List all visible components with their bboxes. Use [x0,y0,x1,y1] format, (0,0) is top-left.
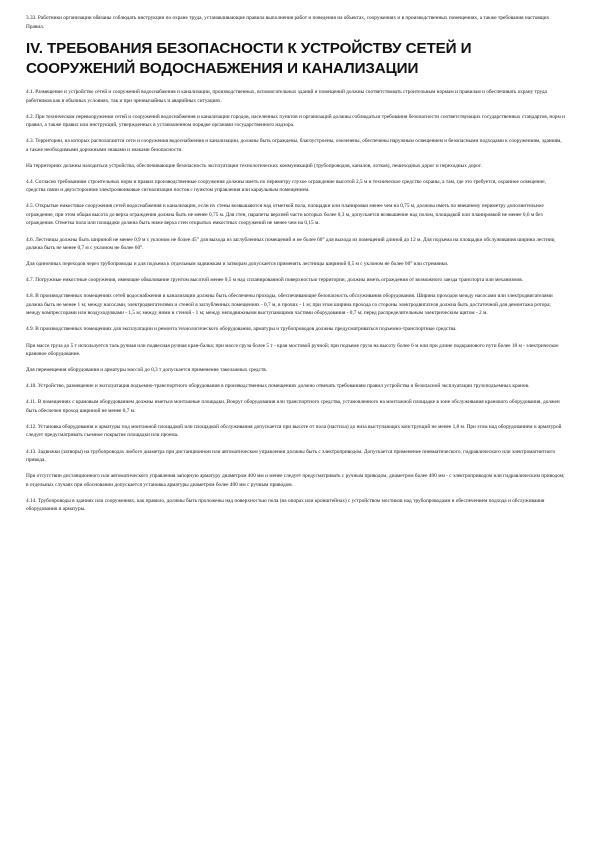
section-title: IV. ТРЕБОВАНИЯ БЕЗОПАСНОСТИ К УСТРОЙСТВУ СЕТЕЙ И СООРУЖЕНИЙ ВОДОСНАБЖЕНИЯ И КАНАЛИЗАЦИИ [26,40,472,77]
paragraph-4-3-cont: На территориях должны находиться устройства, обеспечивающие безопасность эксплуатации технологических коммуникаций (трубопроводов, каналов, лотков), пешеходных дорог и переходных дорог. [26,162,482,169]
paragraph-4-13-cont: При отсутствии дистанционного или автоматического управления запорную арматуру диаметром 400 мм и менее следует предусматривать с ручным приводом, диаметром более 400 мм - с электроприводом или гидравлическим приводом; в отдельных случаях при обосновании допускается установка арматуры диаметром более 400 мм с ручным приводом. [26,473,565,488]
paragraph-4-7: 4.7. Погружные емкостные сооружения, имеющие обвалование грунтом высотой менее 0,5 м над спланированной поверхностью территории, должны иметь ограждения от возможного заезда транспорта или механизмов. [26,277,524,284]
paragraph-4-9-cont: При массе груза до 5 т используется таль ручная или подвесная ручная кран-балка; при массе груза более 5 т - кран мостовой ручной; при подъеме груза на высоту более 6 м или при длине подкранового пути более 18 м - электрическое крановое оборудование. [26,342,559,358]
paragraph-4-6: 4.6. Лестницы должны быть шириной не менее 0,9 м с уклоном не более 45° для выхода из заглубленных помещений и не более 60° для выхода из помещений длиной до 12 м. Для подъема на площадки обслуживания ширина лестниц должна быть не менее 0,7 м с уклоном не более 60°. [26,236,555,252]
paragraph-4-13: 4.13. Задвижки (затворы) на трубопроводах любого диаметра при дистанционном или автоматическом управлении должны быть с электроприводом. Допускается применение пневматического, гидравлического или электромагнитного привода. [26,448,556,463]
paragraph-4-12: 4.12. Установка оборудования и арматуры под монтажной площадкой или площадкой обслуживания допускается при высоте от пола (настила) до низа выступающих конструкций не менее 1,8 м. При этом над оборудованием и арматурой следует предусматривать съемное покрытие площадки или проема. [26,423,562,439]
paragraph-4-3: 4.3. Территории, на которых располагаются сети и сооружения водоснабжения и канализации, должны быть ограждены, благоустроены, озеленены, обеспечены наружным освещением и безопасными подходами к сооружениям, зданиям, а также необходимыми дорожными знаками и знаками безопасности. [26,138,562,153]
paragraph-4-10: 4.10. Устройство, размещение и эксплуатация подъемно-транспортного оборудования в производственных помещениях должно отвечать требованиям правил устройства и безопасной эксплуатации грузоподъемных кранов. [26,383,530,390]
paragraph-4-2: 4.2. При техническом перевооружении сетей и сооружений водоснабжения и канализации городов, населенных пунктов и организаций должны соблюдаться требования безопасности соответствующих государственных стандартов, норм и правил, а также правил или инструкций, утвержденных в установленном порядке органами государственного надзора. [26,113,565,129]
paragraph-4-8: 4.8. В производственных помещениях сетей водоснабжения и канализации должны быть обеспечены проходы, обеспечивающие безопасность обслуживания оборудования. Ширина проходов между насосами или электродвигателями должна быть не менее 1 м; между насосами, электродвигателями и стеной в заглубленных помещениях - 0,7 м, в прочих - 1 м; при этом ширина прохода со стороны электродвигателя должна быть достаточной для демонтажа ротора; между компрессорами или воздуходувками - 1,5 м; между ними и стеной - 1 м; между неподвижными выступающими частями оборудования - 0,7 м; перед распределительным электрическим щитом - 2 м. [26,293,553,317]
paragraph-4-1: 4.1. Размещение и устройство сетей и сооружений водоснабжения и канализации, производственных, вспомогательных зданий и помещений должны соответствовать строительным нормам и правилам и обеспечивать охрану труда работников как в обычных условиях, так и при чрезвычайных и аварийных ситуациях. [26,89,547,104]
intro-paragraph: 3.33. Работники организации обязаны соблюдать инструкции по охране труда, устанавливающие правила выполнения работ и поведения на объектах, сооружениях и в производственных помещениях, а также требования настоящих Правил. [26,15,550,30]
paragraph-4-14: 4.14. Трубопроводы в зданиях или сооружениях, как правило, должны быть проложены над поверхностью пола (на опорах или кронштейнах) с устройством мостиков над трубопроводами и обеспечением подхода и обслуживания оборудования и арматуры. [26,497,545,513]
paragraph-4-6-cont: Для одиночных переходов через трубопроводы и для подъема к отдельным задвижкам и затворам допускается применять лестницы шириной 0,5 м с уклоном не более 60° или стремянки. [26,261,449,268]
paragraph-4-5: 4.5. Открытые емкостные сооружения сетей водоснабжения и канализации, если их стены возвышаются над отметкой пола, площадки или планировки менее чем на 0,75 м, должны иметь по внешнему периметру дополнительное ограждение, при этом общая высота до верха ограждения должна быть не менее 0,75 м. Для стен, парапеты верхней части которых более 0,3 м, допускается возвышение над полом, площадкой или планировкой не менее 0,6 м без ограждения. Отметка пола или площадки должна быть ниже верха стен открытых емкостных сооружений не менее чем на 0,15 м. [26,203,544,227]
paragraph-4-4: 4.4. Согласно требованиям строительных норм и правил производственные сооружения должны иметь по периметру глухое ограждение высотой 2,5 м и техническое средство охраны, а там, где это требуется, охранное освещение, средства связи и двухсторонние электрозвонковые сигнализации постов с пунктом управления или караульным помещением. [26,178,546,194]
paragraph-4-9-cont2: Для перемещения оборудования и арматуры массой до 0,3 т допускается применение такелажных средств. [26,367,268,374]
paragraph-4-11: 4.11. В помещениях с крановым оборудованием должны иметься монтажные площадки. Вокруг оборудования или транспортного средства, установленного на монтажной площадке в зоне обслуживания кранового оборудования, должен быть обеспечен проход шириной не менее 0,7 м. [26,399,560,414]
paragraph-4-9: 4.9. В производственных помещениях для эксплуатации и ремонта технологического оборудования, арматуры и трубопроводов должны предусматриваться подъемно-транспортные средства. [26,326,457,333]
